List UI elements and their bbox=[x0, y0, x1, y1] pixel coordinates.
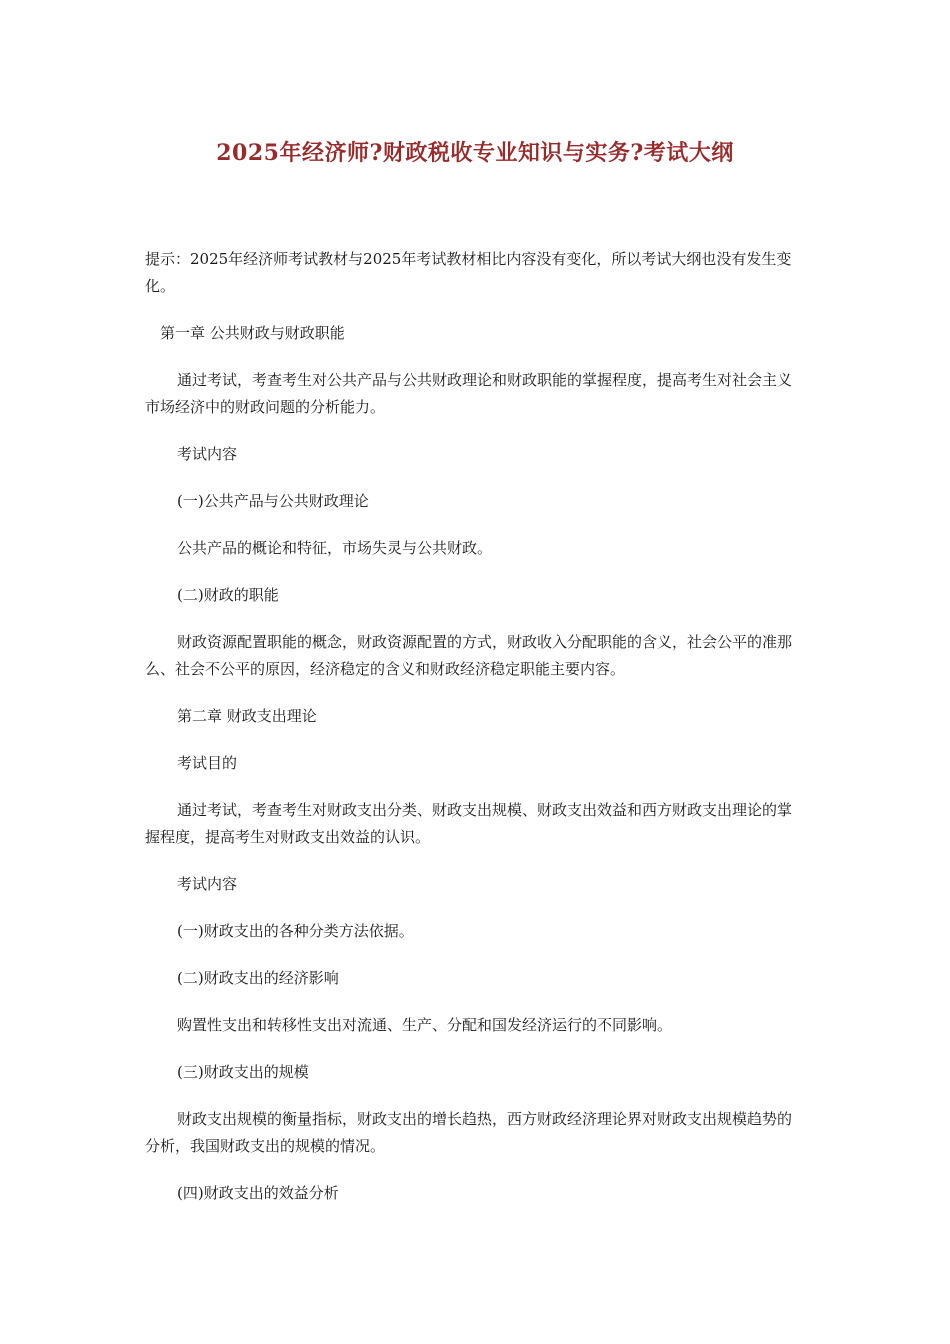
section-2-3-text: 财政支出规模的衡量指标，财政支出的增长趋热，西方财政经济理论界对财政支出规模趋势的分析，我国财政支出的规模的情况。 bbox=[145, 1110, 793, 1155]
chapter-1-purpose: 通过考试，考查考生对公共产品与公共财政理论和财政职能的掌握程度，提高考生对社会主义市场经济中的财政问题的分析能力。 bbox=[145, 371, 793, 416]
section-2-2-heading: (二)财政支出的经济影响 bbox=[177, 969, 339, 987]
chapter-2-purpose: 通过考试，考查考生对财政支出分类、财政支出规模、财政支出效益和西方财政支出理论的掌握程度，提高考生对财政支出效益的认识。 bbox=[145, 801, 793, 846]
section-2-3-heading: (三)财政支出的规模 bbox=[177, 1063, 309, 1081]
section-1-1-heading: (一)公共产品与公共财政理论 bbox=[177, 492, 369, 510]
document-title: 2025年经济师?财政税收专业知识与实务?考试大纲 bbox=[216, 140, 734, 166]
section-1-2-text: 财政资源配置职能的概念，财政资源配置的方式，财政收入分配职能的含义，社会公平的准那么、社会不公平的原因，经济稳定的含义和财政经济稳定职能主要内容。 bbox=[145, 633, 793, 678]
section-2-1-heading: (一)财政支出的各种分类方法依据。 bbox=[177, 922, 414, 940]
chapter-2-purpose-heading: 考试目的 bbox=[177, 754, 238, 772]
chapter-2-heading: 第二章 财政支出理论 bbox=[177, 707, 317, 725]
section-1-1-text: 公共产品的概论和特征，市场失灵与公共财政。 bbox=[177, 539, 493, 557]
section-2-2-text: 购置性支出和转移性支出对流通、生产、分配和国发经济运行的不同影响。 bbox=[177, 1016, 673, 1034]
document-body bbox=[145, 246, 805, 1227]
chapter-1-content-heading: 考试内容 bbox=[177, 445, 238, 463]
chapter-2-content-heading: 考试内容 bbox=[177, 875, 238, 893]
chapter-1-heading: 第一章 公共财政与财政职能 bbox=[160, 324, 345, 342]
section-1-2-heading: (二)财政的职能 bbox=[177, 586, 279, 604]
section-2-4-heading: (四)财政支出的效益分析 bbox=[177, 1184, 339, 1202]
notice-paragraph: 提示：2025年经济师考试教材与2025年考试教材相比内容没有变化，所以考试大纲也没有发生变化。 bbox=[145, 250, 792, 295]
